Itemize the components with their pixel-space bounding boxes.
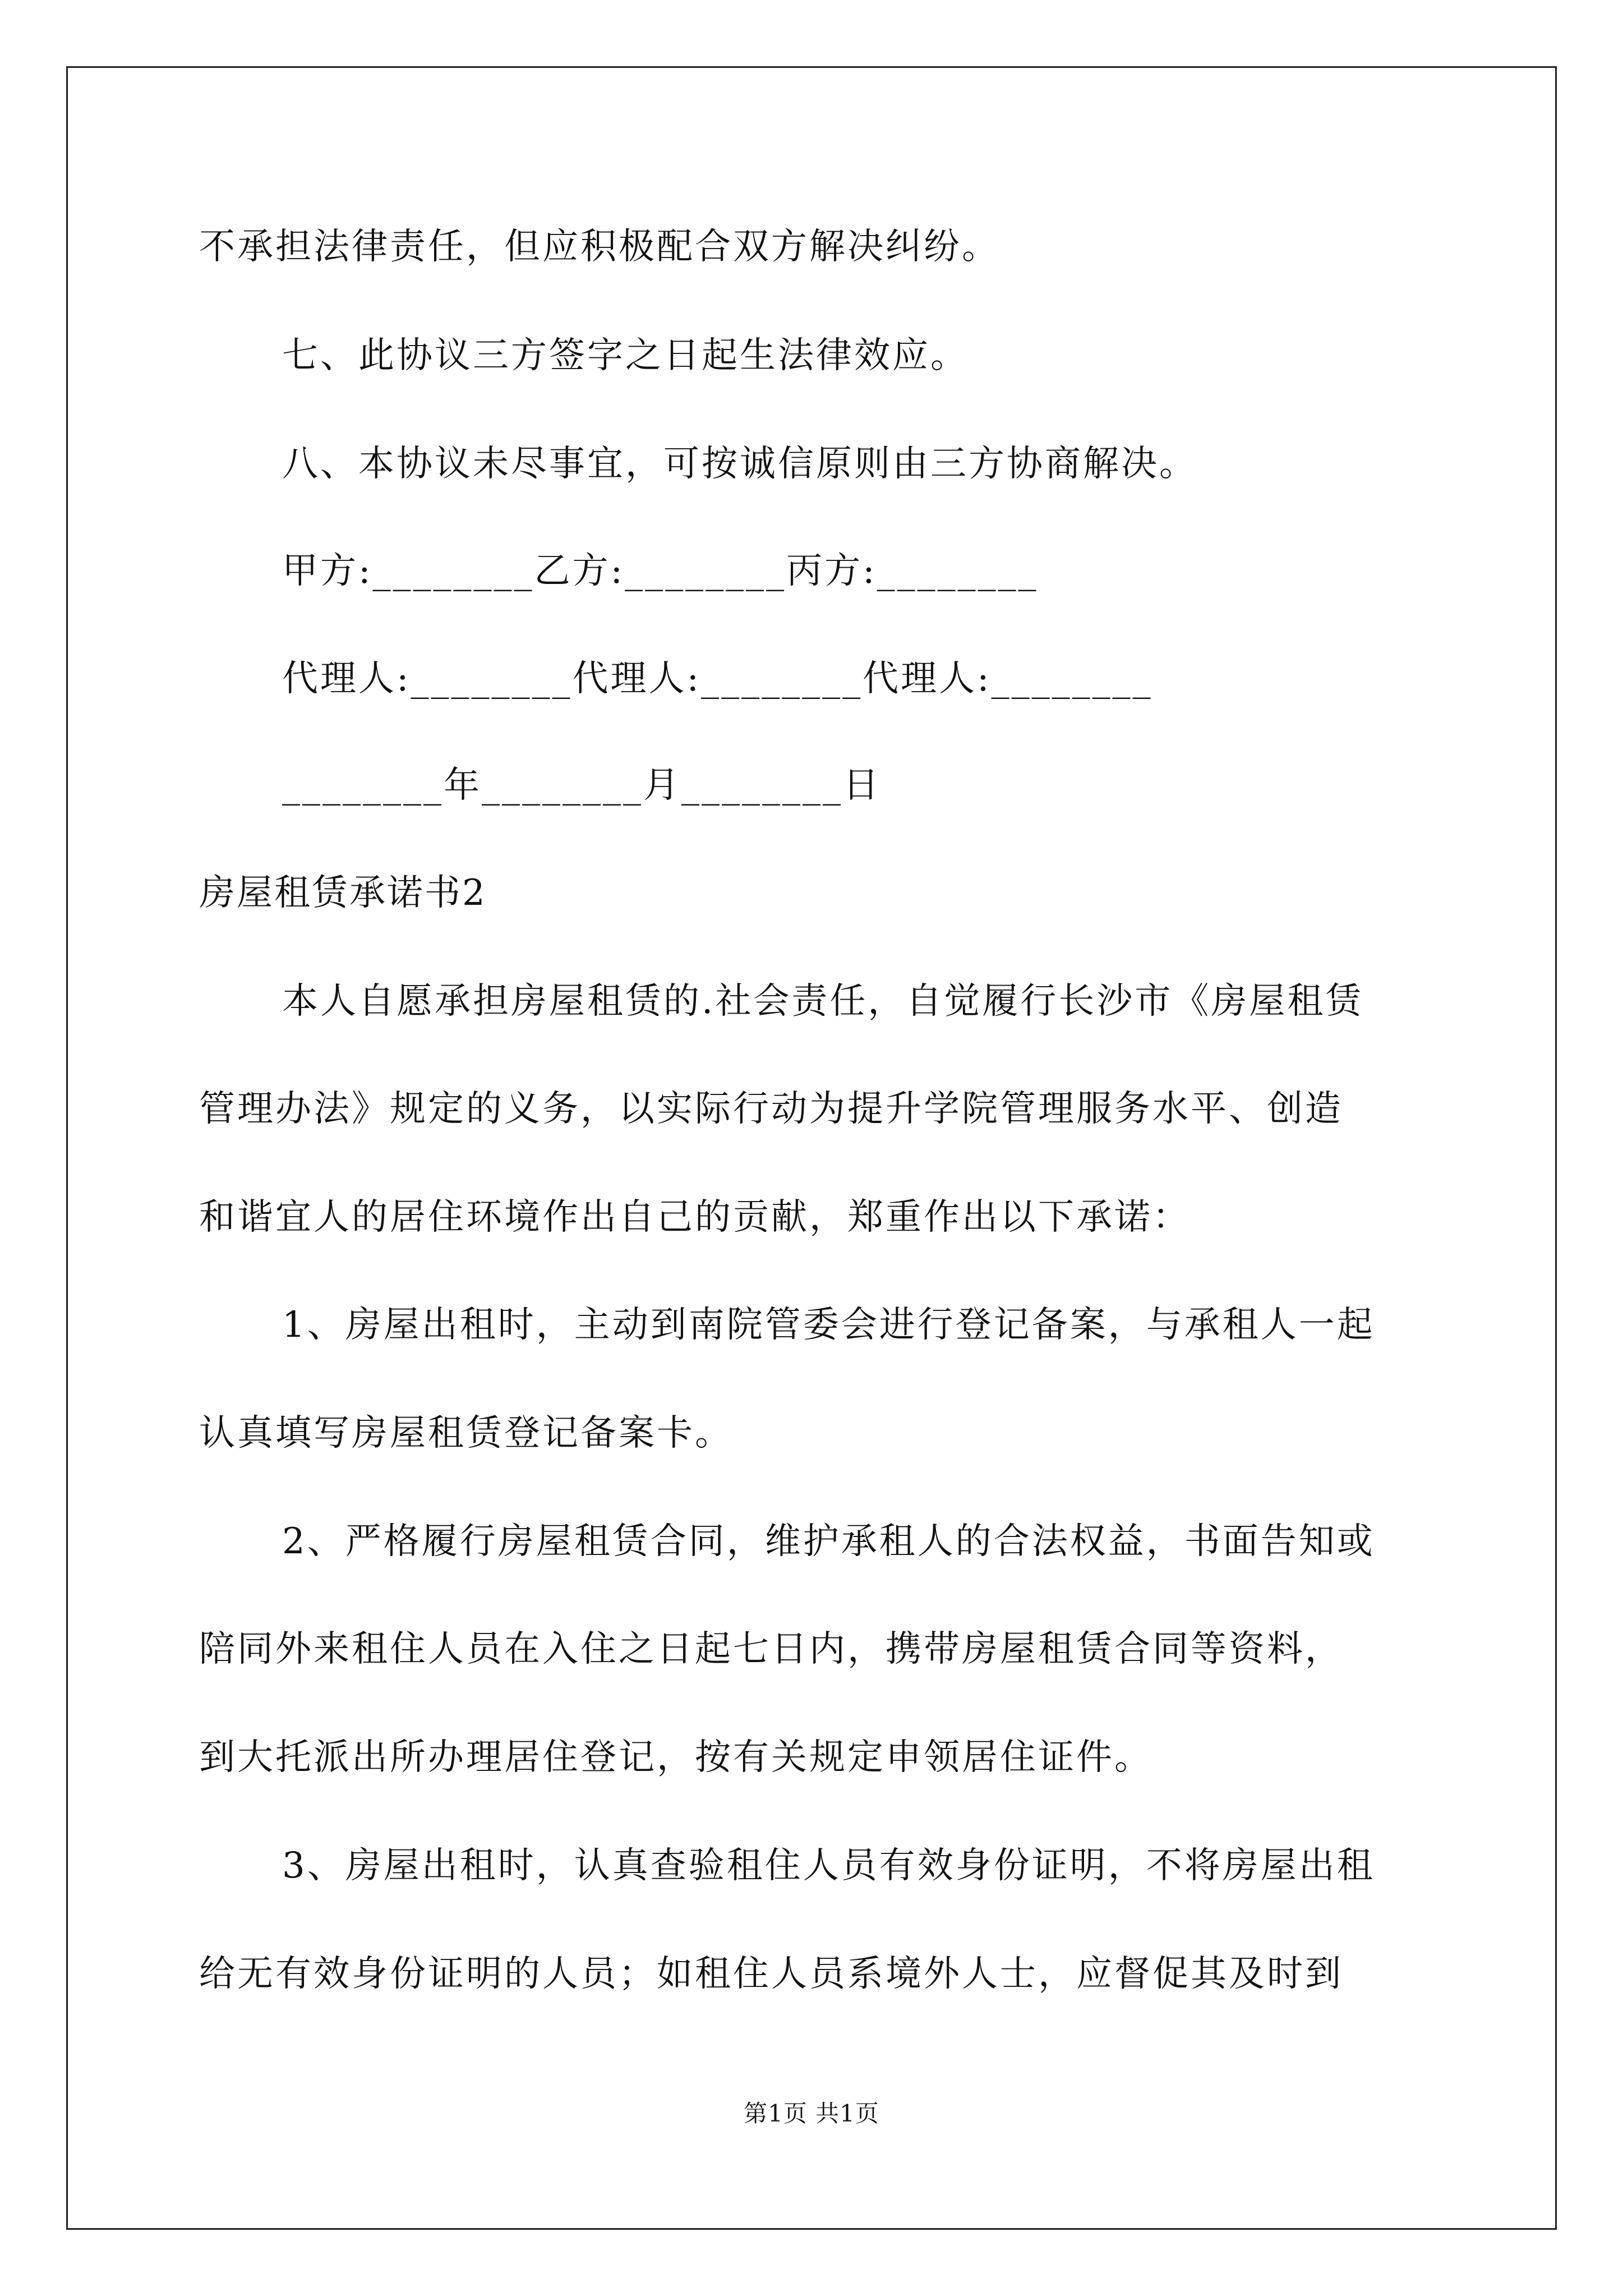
date-line: ________年________月________日 <box>282 765 881 806</box>
clause-eight: 八、本协议未尽事宜，可按诚信原则由三方协商解决。 <box>282 443 1197 485</box>
paragraph-line: 2、严格履行房屋租赁合同，维护承租人的合法权益，书面告知或 <box>282 1521 1375 1562</box>
paragraph-line: 和谐宜人的居住环境作出自己的贡献，郑重作出以下承诺： <box>199 1197 1191 1238</box>
agent-signature-line: 代理人:________代理人:________代理人:________ <box>282 658 1153 700</box>
paragraph-line: 到大托派出所办理居住登记，按有关规定申领居住证件。 <box>199 1737 1152 1778</box>
paragraph-line: 给无有效身份证明的人员；如租住人员系境外人士，应督促其及时到 <box>199 1953 1343 1995</box>
paragraph-line: 1、房屋出租时，主动到南院管委会进行登记备案，与承租人一起 <box>282 1304 1375 1346</box>
party-signature-line: 甲方:________乙方:________丙方:________ <box>282 550 1039 592</box>
paragraph-line: 陪同外来租住人员在入住之日起七日内，携带房屋租赁合同等资料， <box>199 1628 1343 1670</box>
page-border <box>66 66 1557 2230</box>
section-title: 房屋租赁承诺书2 <box>199 872 487 914</box>
paragraph-line: 不承担法律责任，但应积极配合双方解决纠纷。 <box>199 226 1000 268</box>
paragraph-line: 认真填写房屋租赁登记备案卡。 <box>199 1412 733 1454</box>
paragraph-line: 3、房屋出租时，认真查验租住人员有效身份证明，不将房屋出租 <box>282 1845 1375 1887</box>
clause-seven: 七、此协议三方签字之日起生法律效应。 <box>282 335 969 376</box>
page-number: 第1页 共1页 <box>744 2100 879 2127</box>
paragraph-line: 管理办法》规定的义务，以实际行动为提升学院管理服务水平、创造 <box>199 1088 1343 1130</box>
paragraph-line: 本人自愿承担房屋租赁的.社会责任，自觉履行长沙市《房屋租赁 <box>282 981 1364 1022</box>
